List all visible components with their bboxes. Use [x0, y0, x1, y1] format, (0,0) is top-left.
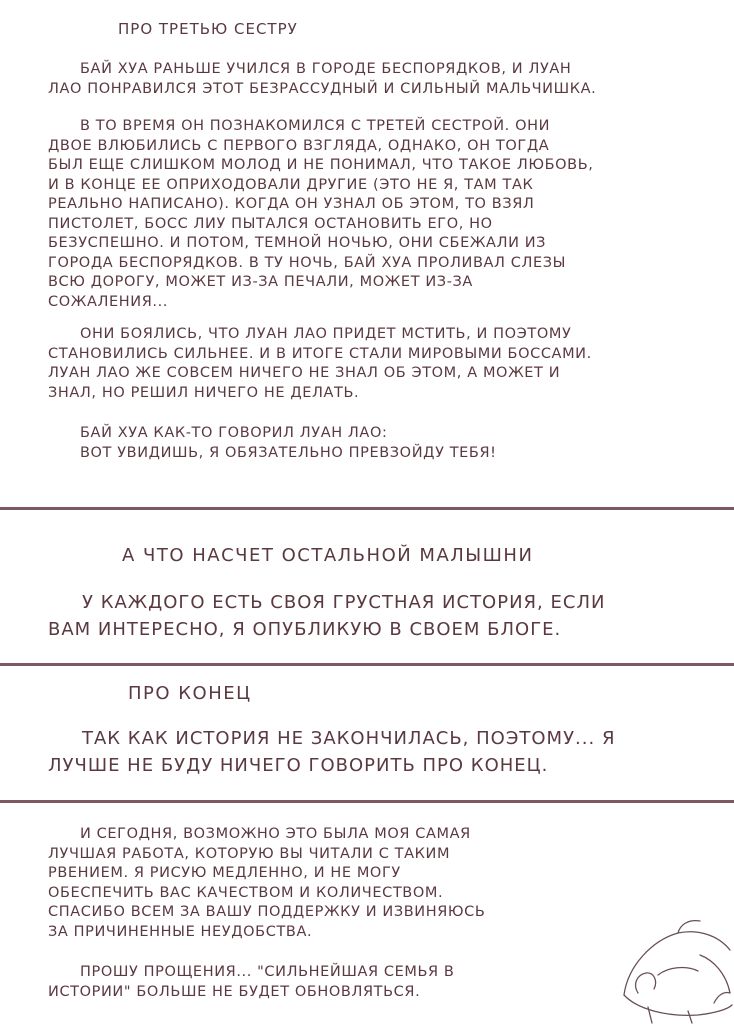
text-line: У КАЖДОГО ЕСТЬ СВОЯ ГРУСТНАЯ ИСТОРИЯ, ЕСЛИ: [82, 592, 606, 613]
text-line: ЗА ПРИЧИНЕННЫЕ НЕУДОБСТВА.: [48, 923, 313, 940]
text-line: БЕЗУСПЕШНО. И ПОТОМ, ТЕМНОЙ НОЧЬЮ, ОНИ СБЕЖАЛИ ИЗ: [48, 235, 547, 251]
mascot-doodle-icon: [618, 915, 734, 1024]
section-divider: [0, 800, 734, 803]
paragraph: [48, 825, 485, 942]
text-line: РВЕНИЕМ. Я РИСУЮ МЕДЛЕННО, И НЕ МОГУ: [48, 865, 401, 881]
text-line: В ТО ВРЕМЯ ОН ПОЗНАКОМИЛСЯ С ТРЕТЕЙ СЕСТРОЙ. ОНИ: [80, 118, 551, 134]
text-line: ИСТОРИИ" БОЛЬШЕ НЕ БУДЕТ ОБНОВЛЯТЬСЯ.: [48, 983, 421, 1000]
section-heading: ПРО ТРЕТЬЮ СЕСТРУ: [118, 20, 298, 38]
text-line: ВАМ ИНТЕРЕСНО, Я ОПУБЛИКУЮ В СВОЕМ БЛОГЕ.: [48, 619, 562, 640]
text-line: СТАНОВИЛИСЬ СИЛЬНЕЕ. И В ИТОГЕ СТАЛИ МИРОВЫМИ БОССАМИ.: [48, 345, 592, 362]
text-line: ГОРОДА БЕСПОРЯДКОВ. В ТУ НОЧЬ, БАЙ ХУА ПРОЛИВАЛ СЛЕЗЫ: [48, 254, 567, 271]
section-divider: [0, 663, 734, 666]
section-heading: ПРО КОНЕЦ: [128, 683, 252, 704]
text-line: ВОТ УВИДИШЬ, Я ОБЯЗАТЕЛЬНО ПРЕВЗОЙДУ ТЕБЯ!: [80, 444, 497, 461]
paragraph: [48, 963, 454, 1002]
text-line: ПИСТОЛЕТ, БОСС ЛИУ ПЫТАЛСЯ ОСТАНОВИТЬ ЕГО, НО: [48, 215, 493, 232]
text-line: ДВОЕ ВЛЮБИЛИСЬ С ПЕРВОГО ВЗГЛЯДА, ОДНАКО, ОН ТОГДА: [48, 137, 550, 154]
paragraph: [48, 117, 593, 312]
text-line: БАЙ ХУА РАНЬШЕ УЧИЛСЯ В ГОРОДЕ БЕСПОРЯДКОВ, И ЛУАН: [80, 61, 572, 77]
paragraph: [48, 60, 596, 99]
text-line: ПРОШУ ПРОЩЕНИЯ... "СИЛЬНЕЙШАЯ СЕМЬЯ В: [80, 964, 455, 980]
text-line: БЫЛ ЕЩЕ СЛИШКОМ МОЛОД И НЕ ПОНИМАЛ, ЧТО ТАКОЕ ЛЮБОВЬ,: [48, 157, 594, 173]
text-line: ОБЕСПЕЧИТЬ ВАС КАЧЕСТВОМ И КОЛИЧЕСТВОМ.: [48, 884, 444, 901]
text-line: И СЕГОДНЯ, ВОЗМОЖНО ЭТО БЫЛА МОЯ САМАЯ: [80, 826, 471, 842]
text-line: ЛУЧШЕ НЕ БУДУ НИЧЕГО ГОВОРИТЬ ПРО КОНЕЦ.: [48, 755, 549, 776]
text-line: БАЙ ХУА КАК-ТО ГОВОРИЛ ЛУАН ЛАО:: [80, 425, 388, 441]
text-line: ТАК КАК ИСТОРИЯ НЕ ЗАКОНЧИЛАСЬ, ПОЭТОМУ... Я: [82, 728, 616, 749]
text-line: ЗНАЛ, НО РЕШИЛ НИЧЕГО НЕ ДЕЛАТЬ.: [48, 384, 360, 401]
text-line: ОНИ БОЯЛИСЬ, ЧТО ЛУАН ЛАО ПРИДЕТ МСТИТЬ, И ПОЭТОМУ: [80, 326, 572, 342]
text-line: ЛУАН ЛАО ЖЕ СОВСЕМ НИЧЕГО НЕ ЗНАЛ ОБ ЭТОМ, А МОЖЕТ И: [48, 365, 561, 381]
paragraph: [80, 424, 497, 463]
paragraph: [48, 589, 605, 643]
section-divider: [0, 507, 734, 510]
paragraph: [48, 325, 592, 403]
text-line: СОЖАЛЕНИЯ...: [48, 293, 168, 310]
paragraph: [48, 725, 615, 779]
section-heading: А ЧТО НАСЧЕТ ОСТАЛЬНОЙ МАЛЫШНИ: [122, 545, 534, 566]
text-line: РЕАЛЬНО НАПИСАНО). КОГДА ОН УЗНАЛ ОБ ЭТОМ, ТО ВЗЯЛ: [48, 196, 535, 212]
text-line: СПАСИБО ВСЕМ ЗА ВАШУ ПОДДЕРЖКУ И ИЗВИНЯЮСЬ: [48, 904, 486, 920]
text-line: ЛАО ПОНРАВИЛСЯ ЭТОТ БЕЗРАССУДНЫЙ И СИЛЬНЫЙ МАЛЬЧИШКА.: [48, 80, 597, 97]
text-line: ВСЮ ДОРОГУ, МОЖЕТ ИЗ-ЗА ПЕЧАЛИ, МОЖЕТ ИЗ-ЗА: [48, 274, 473, 290]
text-line: ЛУЧШАЯ РАБОТА, КОТОРУЮ ВЫ ЧИТАЛИ С ТАКИМ: [48, 845, 451, 862]
text-line: И В КОНЦЕ ЕЕ ОПРИХОДОВАЛИ ДРУГИЕ (ЭТО НЕ Я, ТАМ ТАК: [48, 176, 534, 193]
